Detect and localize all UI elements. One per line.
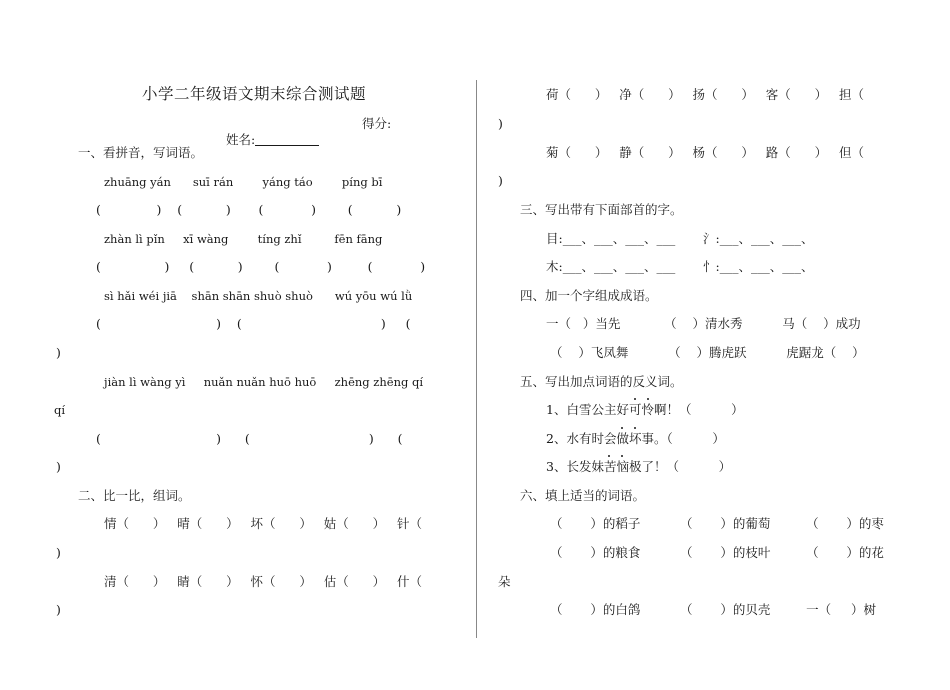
answer-row-4[interactable]: ( ) ( ) ( bbox=[96, 431, 403, 446]
name-field[interactable] bbox=[218, 116, 319, 148]
compare-row-4-wrap: ) bbox=[498, 173, 503, 188]
compare-row-4[interactable]: 菊（ ） 静（ ） 杨（ ） 路（ ） 但（ bbox=[546, 145, 865, 160]
pinyin-row-4: jiàn lì wàng yì nuǎn nuǎn huō huō zhēng zhēng qí bbox=[104, 375, 424, 389]
pinyin-row-4-wrap: qí bbox=[54, 403, 66, 417]
page-title: 小学二年级语文期末综合测试题 bbox=[142, 85, 367, 103]
section-2-heading: 二、比一比，组词。 bbox=[78, 488, 191, 503]
emphasis-dot bbox=[634, 427, 636, 429]
pinyin-row-3: sì hǎi wéi jiā shān shān shuò shuò wú yōu wú lǜ bbox=[104, 289, 413, 303]
radical-row-1[interactable]: 目:___、___、___、___ 氵:___、___、___、 bbox=[546, 231, 814, 246]
answer-row-4-wrap: ) bbox=[56, 459, 61, 474]
fill-row-2[interactable]: （ ）的粮食 （ ）的枝叶 （ ）的花 bbox=[550, 545, 884, 560]
emphasis-dot bbox=[608, 455, 610, 457]
fill-row-1[interactable]: （ ）的稻子 （ ）的葡萄 （ ）的枣 bbox=[550, 516, 884, 531]
section-6-heading: 六、填上适当的词语。 bbox=[520, 488, 646, 503]
compare-row-2[interactable]: 清（ ） 睛（ ） 怀（ ） 估（ ） 什（ bbox=[104, 574, 423, 589]
pinyin-row-1: zhuāng yán suī rán yáng táo píng bī bbox=[104, 175, 383, 189]
antonym-row-3[interactable]: 3、长发妹苦恼极了！（ ） bbox=[546, 459, 732, 474]
compare-row-3-wrap: ) bbox=[498, 116, 503, 131]
compare-row-1-wrap: ) bbox=[56, 545, 61, 560]
answer-row-3-wrap: ) bbox=[56, 345, 61, 360]
radical-row-2[interactable]: 木:___、___、___、___ 忄:___、___、___、 bbox=[546, 259, 814, 274]
compare-row-2-wrap: ) bbox=[56, 602, 61, 617]
emphasis-dot bbox=[634, 398, 636, 400]
section-1-heading: 一、看拼音，写词语。 bbox=[78, 145, 204, 160]
answer-row-3[interactable]: ( ) ( ) ( bbox=[96, 316, 411, 331]
answer-row-1[interactable]: ( ) ( ) ( ) ( ) bbox=[96, 202, 402, 217]
compare-row-1[interactable]: 情（ ） 晴（ ） 坏（ ） 姑（ ） 针（ bbox=[104, 516, 423, 531]
name-label: 姓名: bbox=[225, 132, 256, 147]
emphasis-dot bbox=[621, 455, 623, 457]
name-underline bbox=[255, 133, 319, 146]
answer-row-2[interactable]: ( ) ( ) ( ) ( ) bbox=[96, 259, 426, 274]
idiom-row-1[interactable]: 一（ ）当先 （ ）清水秀 马（ ）成功 bbox=[546, 316, 861, 331]
compare-row-3[interactable]: 荷（ ） 净（ ） 扬（ ） 客（ ） 担（ bbox=[546, 87, 865, 102]
antonym-row-1[interactable]: 1、白雪公主好可怜啊！（ ） bbox=[546, 402, 744, 417]
fill-row-3[interactable]: （ ）的白鸽 （ ）的贝壳 一（ ）树 bbox=[550, 602, 876, 617]
emphasis-dot bbox=[647, 398, 649, 400]
column-divider bbox=[476, 80, 477, 638]
fill-row-2-wrap: 朵 bbox=[498, 574, 511, 589]
section-4-heading: 四、加一个字组成成语。 bbox=[520, 288, 658, 303]
pinyin-row-2: zhàn lì pǐn xī wàng tíng zhǐ fēn fāng bbox=[104, 232, 383, 246]
score-label: 得分: bbox=[362, 116, 392, 131]
section-3-heading: 三、写出带有下面部首的字。 bbox=[520, 202, 683, 217]
emphasis-dot bbox=[621, 427, 623, 429]
idiom-row-2[interactable]: （ ）飞凤舞 （ ）腾虎跃 虎踞龙（ ） bbox=[550, 345, 865, 360]
section-5-heading: 五、写出加点词语的反义词。 bbox=[520, 374, 683, 389]
antonym-row-2[interactable]: 2、水有时会做坏事。（ ） bbox=[546, 431, 725, 446]
